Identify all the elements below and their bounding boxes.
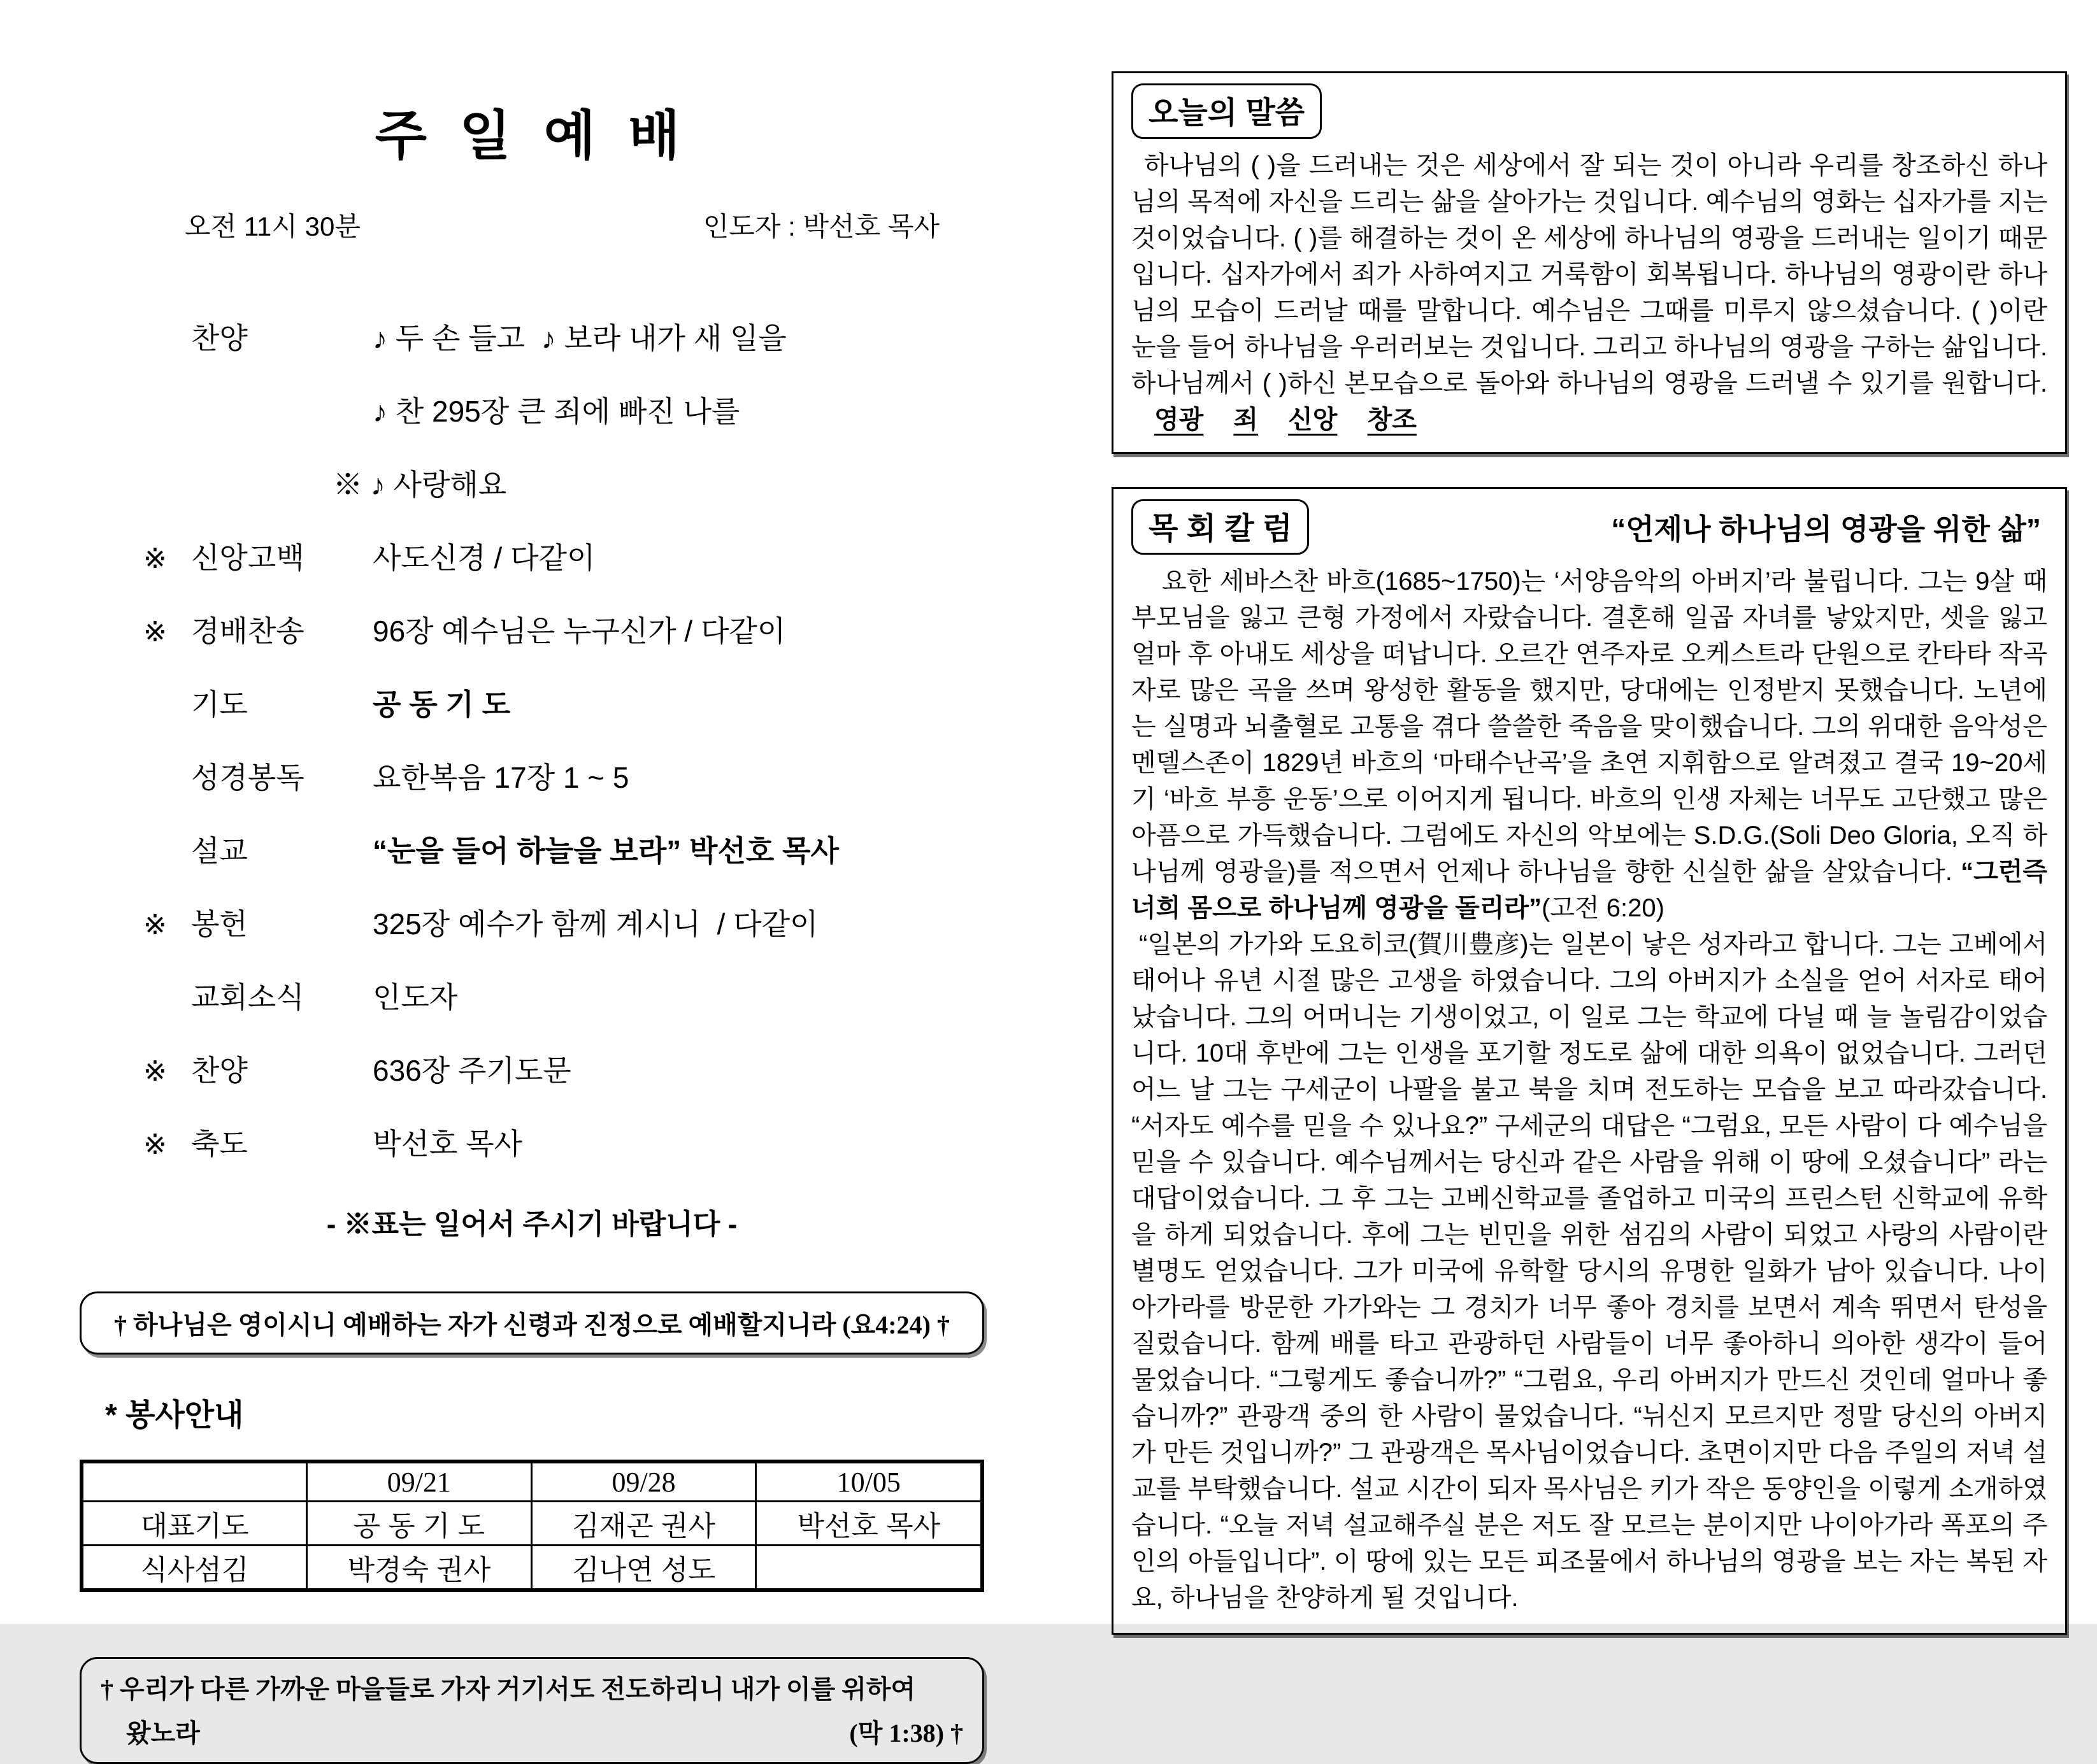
table-header-row — [82, 1462, 982, 1502]
column-paragraph-1 — [1131, 564, 2047, 927]
column-paragraph-2: “일본의 가가와 도요히코(賀川豊彦)는 일본이 낳은 성자라고 합니다. 그는 고베에서 태어나 유년 시절 많은 고생을 하였습니다. 그의 아버지가 소실을 얻어 서자로 태어났습니다. 그의 어머니는 기생이었고, 이 일로 그는 학교에 다닐 때 늘 놀림감이었습니다. 10대 후반에 그는 인생을 포기할 정도로 삶에 대한 의욕이 없었습니다. 그러던 어느 날 그는 구세군이 나팔을 불고 북을 치며 전도하는 모습을 보고 따라갔습니다. “서자도 예수를 믿을 수 있나요?” 구세군의 대답은 “그럼요, 모든 사람이 다 예수님을 믿을 수 있습니다. 예수님께서는 당신과 같은 사람을 위해 이 땅에 오셨습니다” 라는 대답이었습니다. 그 후 그는 고베신학교를 졸업하고 미국의 프린스턴 신학교에 유학을 하게 되었습니다. 후에 그는 빈민을 위한 섬김의 사람이 되었고 사랑의 사람이란 별명도 얻었습니다. 그가 미국에 유학할 당시의 유명한 일화가 남아 있습니다. 나이아가라를 방문한 가가와는 그 경치가 너무 좋아 경치를 보면서 계속 뛰면서 탄성을 질렀습니다. 함께 배를 타고 관광하던 사람들이 너무 좋아하니 의아한 생각이 들어 물었습니다. “그렇게도 좋습니까?” “그럼요, 우리 아버지가 만드신 것인데 얼마나 좋습니까?” 관광객 중의 한 사람이 물었습니다. “뉘신지 모르지만 정말 당신의 아버지가 만든 것입니까?” 그 관광객은 목사님이었습니다. 초면이지만 다음 주일의 저녁 설교를 부탁했습니다. 설교 시간이 되자 목사님은 키가 작은 동양인을 이렇게 소개하였습니다. “오늘 저녁 설교해주실 분은 저도 잘 모르는 분이지만 나이아가라 폭포의 주인의 아들입니다”. 이 땅에 있는 모든 피조물에서 하나님의 영광을 보는 자는 복된 자요, 하나님을 찬양하게 될 것입니다. — [1131, 930, 2047, 1612]
verse-bottom-line1: † 우리가 다른 가까운 마을들로 가자 거기서도 전도하리니 내가 이를 위하여 — [101, 1675, 916, 1704]
order-content: ♪ 두 손 들고 ♪ 보라 내가 새 일을 — [373, 322, 787, 355]
service-info-row — [80, 206, 984, 244]
order-content: 박선호 목사 — [373, 1127, 522, 1160]
articles-section — [1112, 0, 2067, 1635]
todays-word-body — [1131, 148, 2047, 438]
stand-mark: ※ — [143, 1056, 167, 1087]
pastoral-column-badge: 목 회 칼 럼 — [1131, 499, 1309, 555]
order-label: 봉헌 — [191, 907, 248, 941]
order-content: 사도신경 / 다같이 — [373, 541, 596, 574]
order-row — [80, 681, 984, 723]
table-cell — [756, 1546, 982, 1591]
order-label: 교회소식 — [191, 981, 304, 1014]
order-row — [80, 535, 984, 577]
table-cell: 공 동 기 도 — [307, 1502, 532, 1546]
order-content: 인도자 — [373, 981, 458, 1014]
order-row — [80, 388, 984, 430]
order-row — [80, 828, 984, 870]
verse-banner-top: † 하나님은 영이시니 예배하는 자가 신령과 진정으로 예배할지니라 (요4:24) † — [80, 1291, 984, 1355]
stand-mark: ※ — [143, 616, 167, 648]
order-row — [80, 608, 984, 650]
answer-word: 죄 — [1233, 406, 1259, 434]
table-cell: 박선호 목사 — [756, 1502, 982, 1546]
order-label: 축도 — [191, 1127, 248, 1160]
order-content: ※ ♪ 사랑해요 — [333, 468, 507, 501]
service-leader: 인도자 : 박선호 목사 — [703, 211, 940, 241]
table-cell: 박경숙 권사 — [307, 1546, 532, 1591]
order-row — [80, 755, 984, 797]
table-cell: 식사섬김 — [82, 1546, 307, 1591]
order-content: 325장 예수가 함께 계시니 / 다같이 — [373, 907, 819, 941]
order-row — [80, 315, 984, 357]
order-label: 성경봉독 — [191, 761, 304, 794]
column-paragraph-1-text: 요한 세바스찬 바흐(1685~1750)는 ‘서양음악의 아버지’라 불립니다. 그는 9살 때 부모님을 잃고 큰형 가정에서 자랐습니다. 결혼해 일곱 자녀를 낳았지만, 셋을 잃고 얼마 후 아내도 세상을 떠납니다. 오르간 연주자로 오케스트라 단원으로 칸타타 작곡자로 많은 곡을 쓰며 왕성한 활동을 했지만, 당대에는 인정받지 못했습니다. 노년에는 실명과 뇌출혈로 고통을 겪다 쓸쓸한 죽음을 맞이했습니다. 그의 위대한 음악성은 멘델스존이 1829년 바흐의 ‘마태수난곡’을 초연 지휘함으로 알려졌고 결국 19~20세기 ‘바흐 부흥 운동’으로 이어지게 됩니다. 바흐의 인생 자체는 너무도 고단했고 많은 아픔으로 가득했습니다. 그럼에도 자신의 악보에는 S.D.G.(Soli Deo Gloria, 오직 하나님께 영광을)를 적으면서 언제나 하나님을 향한 신실한 삶을 살았습니다. — [1131, 567, 2047, 886]
pastoral-column-panel — [1112, 487, 2067, 1635]
answer-word: 영광 — [1154, 406, 1204, 434]
table-cell: 대표기도 — [82, 1502, 307, 1546]
table-row — [82, 1502, 982, 1546]
service-time: 오전 11시 30분 — [185, 211, 361, 241]
table-row — [82, 1546, 982, 1591]
order-row — [80, 1121, 984, 1163]
column-title: “언제나 하나님의 영광을 위한 삶” — [1611, 512, 2041, 546]
stand-note: - ※표는 일어서 주시기 바랍니다 - — [326, 1209, 738, 1240]
order-label: 경배찬송 — [191, 615, 304, 648]
order-row — [80, 974, 984, 1016]
order-row — [80, 1048, 984, 1090]
stand-mark: ※ — [143, 909, 167, 941]
order-label: 설교 — [191, 834, 248, 867]
order-content: ♪ 찬 295장 큰 죄에 빠진 나를 — [373, 395, 740, 428]
worship-order-section — [80, 0, 984, 1764]
verse-banner-bottom — [80, 1657, 984, 1764]
verse-bottom-reference: (막 1:38) † — [849, 1719, 963, 1747]
table-cell: 김나연 성도 — [531, 1546, 756, 1591]
order-content: 636장 주기도문 — [373, 1054, 571, 1087]
table-header-blank — [82, 1462, 307, 1502]
todays-word-badge: 오늘의 말씀 — [1131, 83, 1322, 139]
column-quote-reference: (고전 6:20) — [1542, 894, 1664, 922]
order-label: 기도 — [191, 688, 248, 721]
order-content: 요한복음 17장 1 ~ 5 — [373, 761, 629, 794]
order-content: 96장 예수님은 누구신가 / 다같이 — [373, 615, 786, 648]
order-label: 신앙고백 — [191, 541, 304, 574]
order-content: 공 동 기 도 — [373, 688, 511, 721]
verse-bottom-line2 — [101, 1713, 963, 1749]
column-quote: “그런즉 너희 몸으로 하나님께 영광을 돌리라” — [1131, 858, 2047, 922]
order-of-worship-list — [80, 315, 984, 1163]
answer-word: 신앙 — [1288, 406, 1338, 434]
pastoral-column-header — [1131, 499, 2047, 555]
answer-word: 창조 — [1367, 406, 1417, 434]
stand-mark: ※ — [143, 543, 167, 574]
todays-word-panel — [1112, 71, 2067, 454]
service-table — [80, 1460, 984, 1592]
table-cell: 김재곤 권사 — [531, 1502, 756, 1546]
table-header-date-3: 10/05 — [756, 1462, 982, 1502]
table-header-date-1: 09/21 — [307, 1462, 532, 1502]
stand-mark: ※ — [143, 1129, 167, 1160]
order-content: “눈을 들어 하늘을 보라” 박선호 목사 — [373, 834, 840, 867]
order-row — [80, 462, 984, 504]
table-header-date-2: 09/28 — [531, 1462, 756, 1502]
todays-word-text: 하나님의 ( )을 드러내는 것은 세상에서 잘 되는 것이 아니라 우리를 창조하신 하나님의 목적에 자신을 드리는 삶을 살아가는 것입니다. 예수님의 영화는 십자가를 지는 것이었습니다. ( )를 해결하는 것이 온 세상에 하나님의 영광을 드러내는 일이기 때문입니다. 십자가에서 죄가 사하여지고 거룩함이 회복됩니다. 하나님의 영광이란 하나님의 모습이 드러날 때를 말합니다. 예수님은 그때를 미루지 않으셨습니다. ( )이란 눈을 들어 하나님을 우러러보는 것입니다. 그리고 하나님의 영광을 구하는 삶입니다. 하나님께서 ( )하신 본모습으로 돌아와 하나님의 영광을 드러낼 수 있기를 원합니다. — [1131, 152, 2047, 397]
order-label: 찬양 — [191, 322, 248, 355]
order-row — [80, 901, 984, 943]
answer-words — [1131, 406, 1417, 434]
service-guide-heading: * 봉사안내 — [105, 1398, 244, 1432]
page-title: 주 일 예 배 — [375, 106, 689, 166]
order-label: 찬양 — [191, 1054, 248, 1087]
verse-bottom-continuation: 왔노라 — [126, 1719, 200, 1747]
